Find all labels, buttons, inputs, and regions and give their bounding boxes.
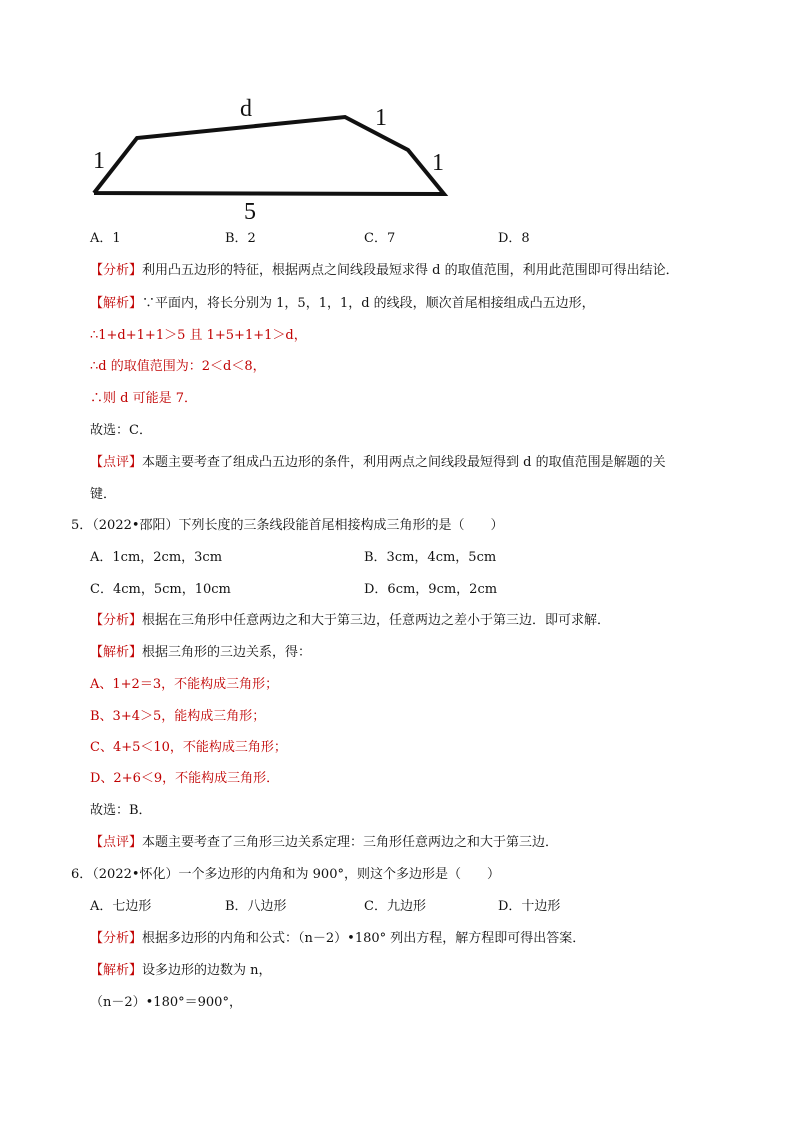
solution-tag: 【解析】 bbox=[90, 963, 143, 978]
q4-step-3: ∴则 d 可能是 7． bbox=[90, 391, 197, 406]
q5-stem: 5．（2022•邵阳）下列长度的三条线段能首尾相接构成三角形的是（ ） bbox=[71, 518, 504, 533]
q6-option-b: B．八边形 bbox=[225, 899, 287, 914]
q5-step-b: B、3+4＞5，能构成三角形； bbox=[90, 709, 266, 724]
comment-text: 本题主要考查了三角形三边关系定理：三角形任意两边之和大于第三边． bbox=[142, 835, 559, 850]
q5-option-d: D．6cm，9cm，2cm bbox=[364, 582, 498, 597]
q4-comment bbox=[90, 453, 666, 473]
q5-step-d: D、2+6＜9，不能构成三角形． bbox=[90, 771, 280, 786]
comment-text: 本题主要考查了组成凸五边形的条件，利用两点之间线段最短得到 d 的取值范围是解题的关 bbox=[142, 455, 666, 470]
solution-tag: 【解析】 bbox=[90, 645, 143, 660]
label-upper-right-1: 1 bbox=[375, 105, 387, 131]
q6-option-d: D．十边形 bbox=[498, 899, 561, 914]
q6-solution bbox=[90, 961, 272, 981]
comment-tag: 【点评】 bbox=[90, 455, 143, 470]
q5-choice: 故选：B． bbox=[90, 803, 152, 818]
q5-comment bbox=[90, 833, 558, 853]
q5-analysis bbox=[90, 611, 610, 631]
q5-option-c: C．4cm，5cm，10cm bbox=[90, 582, 231, 597]
q4-option-d: D．8 bbox=[498, 231, 530, 246]
q6-option-c: C．九边形 bbox=[364, 899, 426, 914]
q5-option-a: A．1cm，2cm，3cm bbox=[90, 550, 223, 565]
label-right-1: 1 bbox=[432, 150, 444, 176]
q4-option-b: B．2 bbox=[225, 231, 256, 246]
label-left-1: 1 bbox=[93, 148, 105, 174]
analysis-text: 根据多边形的内角和公式：（n－2）•180° 列出方程，解方程即可得出答案． bbox=[142, 931, 586, 946]
label-top-d: d bbox=[240, 96, 252, 122]
q4-step-2: ∴d 的取值范围为：2＜d＜8， bbox=[90, 359, 266, 374]
analysis-tag: 【分析】 bbox=[90, 613, 143, 628]
q4-step-1: ∴1+d+1+1＞5 且 1+5+1+1＞d， bbox=[90, 328, 307, 343]
solution-text: 设多边形的边数为 n， bbox=[142, 963, 272, 978]
q6-analysis bbox=[90, 929, 585, 949]
solution-tag: 【解析】 bbox=[90, 296, 143, 311]
q5-option-b: B．3cm，4cm，5cm bbox=[364, 550, 497, 565]
q5-solution bbox=[90, 643, 311, 663]
analysis-tag: 【分析】 bbox=[90, 263, 143, 278]
q4-option-a: A．1 bbox=[90, 231, 121, 246]
comment-tag: 【点评】 bbox=[90, 835, 143, 850]
analysis-text: 利用凸五边形的特征，根据两点之间线段最短求得 d 的取值范围，利用此范围即可得出结论． bbox=[142, 263, 679, 278]
analysis-text: 根据在三角形中任意两边之和大于第三边，任意两边之差小于第三边．即可求解． bbox=[142, 613, 611, 628]
q5-step-c: C、4+5＜10，不能构成三角形； bbox=[90, 740, 287, 755]
q4-option-c: C．7 bbox=[364, 231, 396, 246]
q6-stem: 6．（2022•怀化）一个多边形的内角和为 900°，则这个多边形是（ ） bbox=[71, 867, 500, 882]
solution-text: 根据三角形的三边关系，得： bbox=[142, 645, 312, 660]
label-bottom-5: 5 bbox=[244, 199, 256, 225]
pentagon-figure bbox=[80, 90, 480, 230]
q4-choice: 故选：C． bbox=[90, 423, 152, 438]
q5-step-a: A、1+2＝3，不能构成三角形； bbox=[90, 677, 279, 692]
q4-analysis bbox=[90, 261, 679, 281]
q6-step-1: （n－2）•180°＝900°， bbox=[90, 995, 242, 1010]
analysis-tag: 【分析】 bbox=[90, 931, 143, 946]
solution-text: ∵平面内，将长分别为 1，5，1，1，d 的线段，顺次首尾相接组成凸五边形， bbox=[142, 296, 595, 311]
q6-option-a: A．七边形 bbox=[90, 899, 152, 914]
q4-comment-cont: 键． bbox=[90, 487, 117, 502]
q4-solution bbox=[90, 294, 595, 314]
pentagon-outline bbox=[94, 117, 444, 194]
